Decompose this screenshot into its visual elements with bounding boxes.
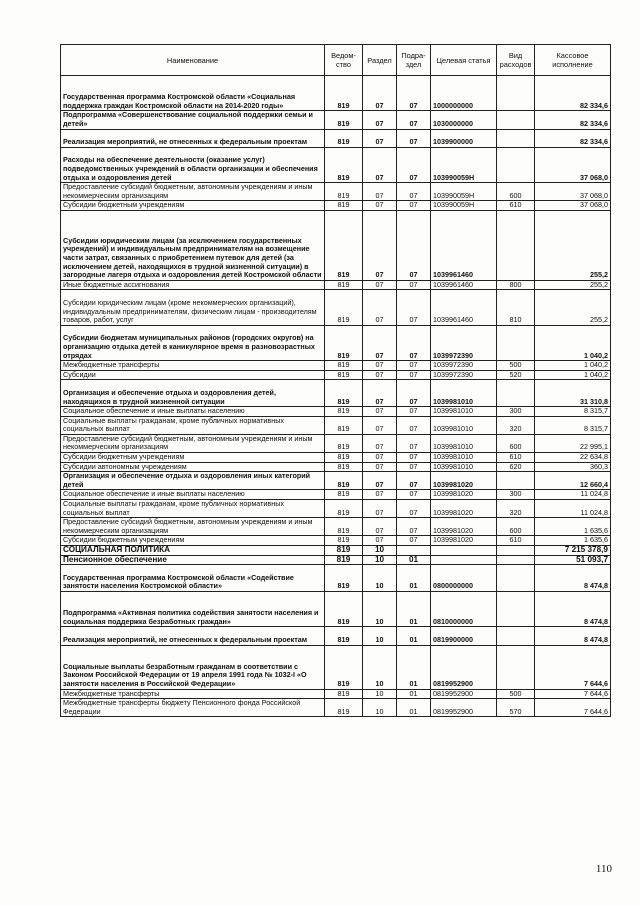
cell-cash: 8 474,8 <box>535 565 611 592</box>
cell-cash: 255,2 <box>535 290 611 325</box>
cell-section: 07 <box>363 536 397 546</box>
cell-name: Социальные выплаты гражданам, кроме публичных нормативных социальных выплат <box>61 500 325 518</box>
cell-type: 600 <box>497 183 535 201</box>
cell-section: 07 <box>363 407 397 417</box>
cell-type: 800 <box>497 280 535 290</box>
table-row <box>61 147 611 182</box>
cell-section: 07 <box>363 500 397 518</box>
table-row <box>61 201 611 211</box>
cell-section: 07 <box>363 129 397 147</box>
cell-dept: 819 <box>325 645 363 689</box>
cell-name: Реализация мероприятий, не отнесенных к федеральным проектам <box>61 129 325 147</box>
cell-type: 300 <box>497 407 535 417</box>
table-row <box>61 472 611 490</box>
cell-target: 1030000000 <box>431 111 497 129</box>
cell-name: Организация и обеспечение отдыха и оздоровления иных категорий детей <box>61 472 325 490</box>
cell-type <box>497 565 535 592</box>
cell-subsection: 07 <box>397 500 431 518</box>
cell-dept: 819 <box>325 370 363 380</box>
cell-cash: 22 634,8 <box>535 453 611 463</box>
table-header-row <box>61 45 611 76</box>
cell-subsection: 07 <box>397 407 431 417</box>
header-name: Наименование <box>61 45 325 76</box>
cell-type <box>497 111 535 129</box>
cell-cash: 31 310,8 <box>535 380 611 407</box>
table-row <box>61 591 611 626</box>
cell-dept: 819 <box>325 689 363 699</box>
cell-dept: 819 <box>325 76 363 111</box>
table-row <box>61 699 611 717</box>
cell-subsection: 01 <box>397 565 431 592</box>
cell-dept: 819 <box>325 699 363 717</box>
cell-target <box>431 546 497 556</box>
cell-target: 1039961460 <box>431 210 497 280</box>
cell-dept: 819 <box>325 147 363 182</box>
cell-type: 500 <box>497 689 535 699</box>
cell-section: 07 <box>363 361 397 371</box>
cell-name: Субсидии бюджетным учреждениям <box>61 536 325 546</box>
cell-name: Субсидии юридическим лицам (за исключением государственных учреждений) и индивидуальным предпринимателям на возмещение части затрат, связанных с приобретением путевок для детей (за исключением детей, находящихся в трудной жизненной ситуации) в загородные лагеря отдыха и оздоровления детей Костромской области <box>61 210 325 280</box>
cell-cash: 51 093,7 <box>535 555 611 565</box>
cell-name: Социальное обеспечение и иные выплаты населению <box>61 490 325 500</box>
cell-name: Иные бюджетные ассигнования <box>61 280 325 290</box>
table-row <box>61 380 611 407</box>
cell-dept: 819 <box>325 462 363 472</box>
cell-cash: 12 660,4 <box>535 472 611 490</box>
cell-dept: 819 <box>325 536 363 546</box>
cell-name: Государственная программа Костромской области «Социальная поддержка граждан Костромской области на 2014-2020 годы» <box>61 76 325 111</box>
cell-name: Реализация мероприятий, не отнесенных к федеральным проектам <box>61 627 325 645</box>
table-row <box>61 453 611 463</box>
cell-type: 520 <box>497 370 535 380</box>
cell-section: 07 <box>363 325 397 360</box>
cell-cash: 7 644,6 <box>535 699 611 717</box>
cell-dept: 819 <box>325 591 363 626</box>
cell-target: 0819952900 <box>431 699 497 717</box>
cell-name: Межбюджетные трансферты <box>61 689 325 699</box>
cell-cash: 11 024,8 <box>535 500 611 518</box>
cell-target: 1039981020 <box>431 500 497 518</box>
cell-type <box>497 546 535 556</box>
cell-dept: 819 <box>325 407 363 417</box>
table-row <box>61 416 611 434</box>
cell-name: Субсидии бюджетам муниципальных районов (городских округов) на организацию отдыха детей в каникулярное время в разновозрастных отрядах <box>61 325 325 360</box>
cell-cash: 1 040,2 <box>535 370 611 380</box>
header-subsection: Подра-здел <box>397 45 431 76</box>
cell-cash: 37 068,0 <box>535 183 611 201</box>
cell-name: Предоставление субсидий бюджетным, автономным учреждениям и иным некоммерческим организациям <box>61 518 325 536</box>
table-row <box>61 280 611 290</box>
cell-target: 0819952900 <box>431 689 497 699</box>
cell-type: 320 <box>497 500 535 518</box>
cell-dept: 819 <box>325 490 363 500</box>
cell-section: 07 <box>363 280 397 290</box>
cell-subsection: 01 <box>397 645 431 689</box>
table-row <box>61 500 611 518</box>
cell-subsection: 07 <box>397 325 431 360</box>
cell-section: 07 <box>363 434 397 452</box>
cell-section: 07 <box>363 210 397 280</box>
cell-target: 1039981020 <box>431 472 497 490</box>
cell-subsection: 01 <box>397 591 431 626</box>
cell-subsection: 07 <box>397 147 431 182</box>
header-dept: Ведом-ство <box>325 45 363 76</box>
cell-dept: 819 <box>325 416 363 434</box>
cell-subsection: 07 <box>397 380 431 407</box>
cell-name: Подпрограмма «Активная политика содействия занятости населения и социальная поддержка безработных граждан» <box>61 591 325 626</box>
cell-target: 1039981010 <box>431 434 497 452</box>
cell-cash: 360,3 <box>535 462 611 472</box>
cell-target: 1039972390 <box>431 361 497 371</box>
cell-section: 10 <box>363 555 397 565</box>
table-row <box>61 407 611 417</box>
cell-subsection: 07 <box>397 201 431 211</box>
cell-cash: 7 644,6 <box>535 645 611 689</box>
cell-type <box>497 627 535 645</box>
cell-name: Предоставление субсидий бюджетным, автономным учреждениям и иным некоммерческим организациям <box>61 183 325 201</box>
cell-subsection: 07 <box>397 453 431 463</box>
cell-cash: 8 315,7 <box>535 407 611 417</box>
cell-target: 0800000000 <box>431 565 497 592</box>
cell-cash: 1 040,2 <box>535 325 611 360</box>
cell-target: 1039900000 <box>431 129 497 147</box>
table-row <box>61 546 611 556</box>
cell-type: 300 <box>497 490 535 500</box>
cell-dept: 819 <box>325 201 363 211</box>
cell-subsection: 07 <box>397 280 431 290</box>
cell-name: СОЦИАЛЬНАЯ ПОЛИТИКА <box>61 546 325 556</box>
cell-section: 07 <box>363 490 397 500</box>
cell-subsection: 07 <box>397 111 431 129</box>
cell-type: 600 <box>497 518 535 536</box>
cell-type <box>497 472 535 490</box>
cell-name: Межбюджетные трансферты бюджету Пенсионного фонда Российской Федерации <box>61 699 325 717</box>
cell-cash: 82 334,6 <box>535 76 611 111</box>
budget-table <box>60 44 611 717</box>
cell-dept: 819 <box>325 627 363 645</box>
cell-cash: 82 334,6 <box>535 129 611 147</box>
cell-section: 10 <box>363 591 397 626</box>
cell-dept: 819 <box>325 290 363 325</box>
cell-section: 07 <box>363 518 397 536</box>
cell-section: 07 <box>363 370 397 380</box>
table-row <box>61 290 611 325</box>
cell-name: Подпрограмма «Совершенствование социальной поддержки семьи и детей» <box>61 111 325 129</box>
cell-type <box>497 325 535 360</box>
cell-cash: 255,2 <box>535 210 611 280</box>
cell-target: 1039961460 <box>431 290 497 325</box>
cell-type <box>497 210 535 280</box>
cell-dept: 819 <box>325 210 363 280</box>
cell-dept: 819 <box>325 434 363 452</box>
cell-type: 500 <box>497 361 535 371</box>
table-row <box>61 325 611 360</box>
cell-cash: 37 068,0 <box>535 201 611 211</box>
cell-name: Субсидии <box>61 370 325 380</box>
cell-dept: 819 <box>325 361 363 371</box>
cell-section: 07 <box>363 76 397 111</box>
cell-dept: 819 <box>325 280 363 290</box>
cell-subsection: 07 <box>397 210 431 280</box>
header-type: Вид расходов <box>497 45 535 76</box>
cell-cash: 37 068,0 <box>535 147 611 182</box>
cell-dept: 819 <box>325 453 363 463</box>
cell-cash: 1 635,6 <box>535 536 611 546</box>
cell-cash: 82 334,6 <box>535 111 611 129</box>
cell-subsection: 07 <box>397 183 431 201</box>
cell-cash: 1 635,6 <box>535 518 611 536</box>
cell-name: Межбюджетные трансферты <box>61 361 325 371</box>
cell-type: 600 <box>497 434 535 452</box>
cell-type: 320 <box>497 416 535 434</box>
cell-type <box>497 645 535 689</box>
cell-target: 1039981010 <box>431 407 497 417</box>
cell-section: 07 <box>363 111 397 129</box>
cell-subsection: 07 <box>397 361 431 371</box>
cell-subsection: 07 <box>397 76 431 111</box>
cell-dept: 819 <box>325 546 363 556</box>
cell-target: 0819952900 <box>431 645 497 689</box>
cell-dept: 819 <box>325 500 363 518</box>
cell-target: 103990059Н <box>431 147 497 182</box>
cell-cash: 7 644,6 <box>535 689 611 699</box>
cell-subsection: 01 <box>397 627 431 645</box>
header-cash: Кассовое исполнение <box>535 45 611 76</box>
table-row <box>61 183 611 201</box>
cell-subsection: 01 <box>397 699 431 717</box>
cell-cash: 8 315,7 <box>535 416 611 434</box>
cell-type: 610 <box>497 536 535 546</box>
cell-type: 620 <box>497 462 535 472</box>
table-row <box>61 434 611 452</box>
cell-target: 1039981020 <box>431 518 497 536</box>
cell-dept: 819 <box>325 325 363 360</box>
cell-name: Социальные выплаты гражданам, кроме публичных нормативных социальных выплат <box>61 416 325 434</box>
cell-subsection: 07 <box>397 370 431 380</box>
header-section: Раздел <box>363 45 397 76</box>
cell-section: 10 <box>363 699 397 717</box>
table-row <box>61 76 611 111</box>
cell-subsection: 07 <box>397 416 431 434</box>
cell-section: 07 <box>363 462 397 472</box>
cell-target: 103990059Н <box>431 183 497 201</box>
table-row <box>61 129 611 147</box>
table-row <box>61 645 611 689</box>
cell-subsection: 07 <box>397 290 431 325</box>
header-target: Целевая статья <box>431 45 497 76</box>
cell-type <box>497 555 535 565</box>
cell-type: 610 <box>497 453 535 463</box>
cell-section: 07 <box>363 147 397 182</box>
cell-type <box>497 147 535 182</box>
cell-subsection <box>397 546 431 556</box>
cell-cash: 1 040,2 <box>535 361 611 371</box>
cell-dept: 819 <box>325 380 363 407</box>
cell-section: 07 <box>363 183 397 201</box>
cell-target: 0819900000 <box>431 627 497 645</box>
cell-target: 1039981020 <box>431 490 497 500</box>
cell-section: 10 <box>363 627 397 645</box>
cell-cash: 255,2 <box>535 280 611 290</box>
cell-dept: 819 <box>325 518 363 536</box>
cell-name: Субсидии бюджетным учреждениям <box>61 453 325 463</box>
table-row <box>61 210 611 280</box>
cell-subsection: 07 <box>397 490 431 500</box>
cell-target: 1039981020 <box>431 536 497 546</box>
cell-target: 1039972390 <box>431 325 497 360</box>
cell-subsection: 07 <box>397 472 431 490</box>
table-row <box>61 565 611 592</box>
cell-section: 10 <box>363 546 397 556</box>
cell-target: 1039981010 <box>431 453 497 463</box>
cell-target: 1039981010 <box>431 416 497 434</box>
cell-target: 0810000000 <box>431 591 497 626</box>
cell-subsection: 07 <box>397 462 431 472</box>
cell-subsection: 07 <box>397 536 431 546</box>
cell-name: Субсидии бюджетным учреждениям <box>61 201 325 211</box>
table-row <box>61 518 611 536</box>
table-row <box>61 361 611 371</box>
cell-target: 1000000000 <box>431 76 497 111</box>
cell-cash: 22 995,1 <box>535 434 611 452</box>
cell-type <box>497 76 535 111</box>
cell-type: 810 <box>497 290 535 325</box>
cell-target: 103990059Н <box>431 201 497 211</box>
cell-target: 1039981010 <box>431 380 497 407</box>
cell-section: 10 <box>363 565 397 592</box>
page-number: 110 <box>595 863 612 875</box>
table-row <box>61 111 611 129</box>
cell-subsection: 07 <box>397 434 431 452</box>
cell-target: 1039961460 <box>431 280 497 290</box>
cell-cash: 8 474,8 <box>535 591 611 626</box>
cell-section: 10 <box>363 645 397 689</box>
cell-section: 07 <box>363 472 397 490</box>
cell-section: 07 <box>363 201 397 211</box>
cell-name: Предоставление субсидий бюджетным, автономным учреждениям и иным некоммерческим организациям <box>61 434 325 452</box>
cell-name: Социальные выплаты безработным гражданам в соответствии с Законом Российской Федерации от 19 апреля 1991 года № 1032-I «О занятости населения в Российской Федерации» <box>61 645 325 689</box>
cell-target: 1039981010 <box>431 462 497 472</box>
cell-type <box>497 591 535 626</box>
cell-name: Социальное обеспечение и иные выплаты населению <box>61 407 325 417</box>
cell-name: Организация и обеспечение отдыха и оздоровления детей, находящихся в трудной жизненной ситуации <box>61 380 325 407</box>
cell-target: 1039972390 <box>431 370 497 380</box>
table-body <box>61 76 611 717</box>
cell-type: 570 <box>497 699 535 717</box>
cell-dept: 819 <box>325 111 363 129</box>
cell-section: 10 <box>363 689 397 699</box>
cell-type: 610 <box>497 201 535 211</box>
cell-dept: 819 <box>325 472 363 490</box>
cell-subsection: 01 <box>397 689 431 699</box>
cell-cash: 7 215 378,9 <box>535 546 611 556</box>
cell-name: Субсидии автономным учреждениям <box>61 462 325 472</box>
cell-subsection: 07 <box>397 518 431 536</box>
cell-cash: 11 024,8 <box>535 490 611 500</box>
table-row <box>61 555 611 565</box>
cell-dept: 819 <box>325 129 363 147</box>
cell-name: Расходы на обеспечение деятельности (оказание услуг) подведомственных учреждений в области организации и обеспечения отдыха и оздоровления детей <box>61 147 325 182</box>
cell-name: Государственная программа Костромской области «Содействие занятости населения Костромской области» <box>61 565 325 592</box>
cell-section: 07 <box>363 416 397 434</box>
cell-section: 07 <box>363 453 397 463</box>
cell-dept: 819 <box>325 555 363 565</box>
cell-type <box>497 129 535 147</box>
cell-section: 07 <box>363 380 397 407</box>
table-row <box>61 370 611 380</box>
cell-cash: 8 474,8 <box>535 627 611 645</box>
cell-dept: 819 <box>325 565 363 592</box>
cell-name: Субсидии юридическим лицам (кроме некоммерческих организаций), индивидуальным предпринимателям, физическим лицам - производителям товаров, работ, услуг <box>61 290 325 325</box>
cell-section: 07 <box>363 290 397 325</box>
cell-subsection: 01 <box>397 555 431 565</box>
cell-target <box>431 555 497 565</box>
cell-dept: 819 <box>325 183 363 201</box>
cell-type <box>497 380 535 407</box>
cell-subsection: 07 <box>397 129 431 147</box>
cell-name: Пенсионное обеспечение <box>61 555 325 565</box>
table-row <box>61 627 611 645</box>
